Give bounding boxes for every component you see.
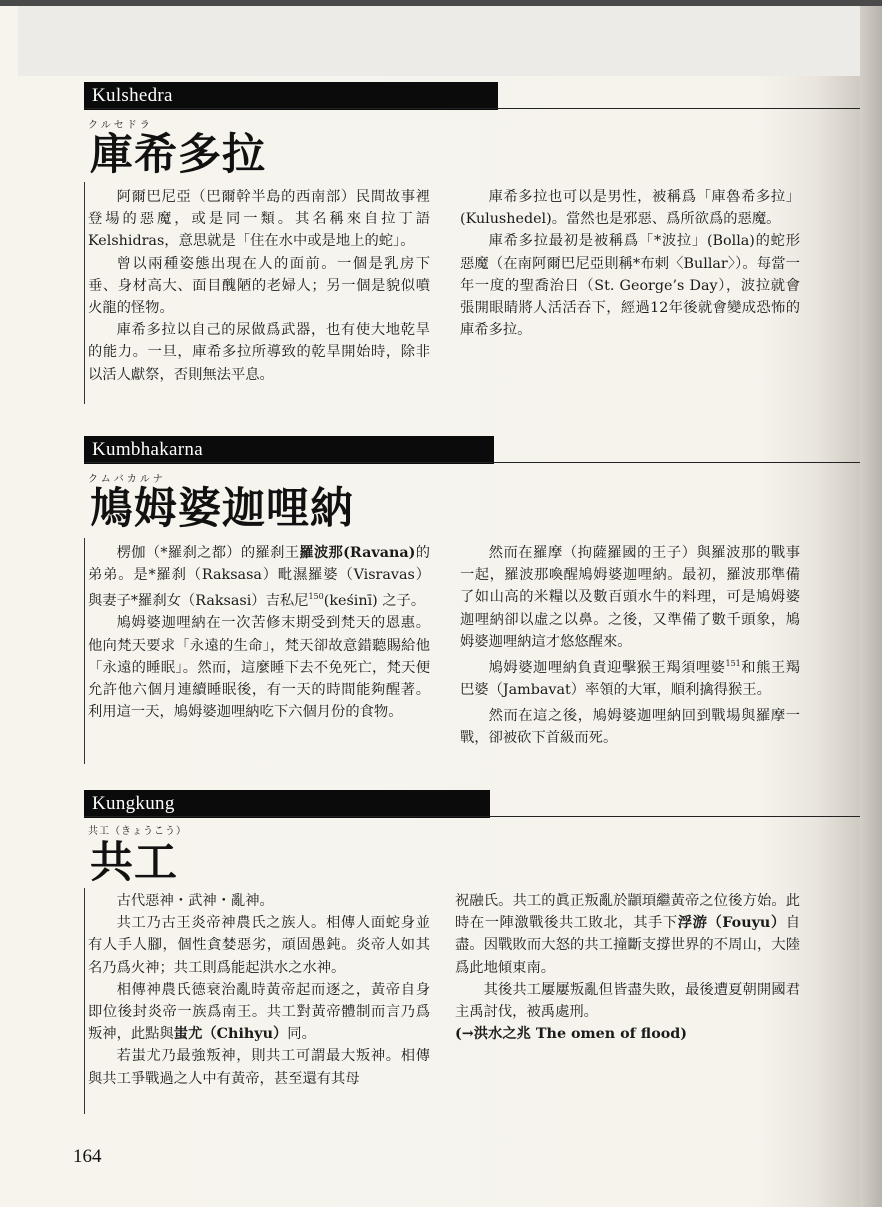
- paragraph: 鳩姆婆迦哩納在一次苦修末期受到梵天的恩惠。他向梵天要求「永遠的生命」，梵天卻故意錯聽賜給他「永遠的睡眠」。然而，這麼睡下去不免死亡，梵天便允許他六個月連續睡眠後，有一天的時間能夠醒著。利用這一天，鳩姆婆迦哩納吃下六個月份的食物。: [88, 615, 430, 721]
- paragraph: 共工乃古王炎帝神農氏之族人。相傳人面蛇身並有人手人腳，個性貪婪惡劣，頑固愚鈍。炎帝人如其名乃爲火神；共工則爲能起洪水之水神。: [88, 915, 430, 976]
- column-rule: [84, 182, 85, 404]
- text-run: 楞伽（*羅刹之都）的羅刹王: [116, 545, 300, 561]
- paragraph: 阿爾巴尼亞（巴爾幹半島的西南部）民間故事裡登場的惡魔，或是同一類。其名稱來自拉丁語Kelshidras，意思就是「住在水中或是地上的蛇」。: [88, 189, 430, 250]
- paragraph: [88, 542, 430, 612]
- entry-title: 鳩姆婆迦哩納: [90, 484, 354, 534]
- column-rule: [84, 888, 85, 1114]
- entry-right-column: [460, 542, 800, 750]
- cross-reference: (→洪水之兆 The omen of flood): [455, 1026, 688, 1043]
- bold-term-latin: (Ravana): [343, 545, 416, 561]
- page-number: 164: [73, 1146, 102, 1167]
- entry-right-column: [455, 890, 800, 1045]
- entry-left-column: [88, 542, 430, 723]
- text-run: 鳩姆婆迦哩納負責迎擊猴王羯須哩婆: [488, 659, 726, 676]
- paragraph: 然而在羅摩（拘薩羅國的王子）與羅波那的戰事一起，羅波那喚醒鳩姆婆迦哩納。最初，羅波那準備了如山高的米糧以及數百頭水牛的料理，可是鳩姆婆迦哩納卻以虛之以鼻。之後，又準備了數千頭象，鳩姆婆迦哩納這才悠悠醒來。: [460, 545, 800, 650]
- paragraph: [455, 890, 800, 979]
- paragraph: [88, 979, 430, 1046]
- entry-reading: クムバカルナ: [88, 474, 166, 485]
- entry-rule: [84, 108, 860, 109]
- page-gutter-shadow: [860, 6, 882, 1207]
- text-run: 同。: [287, 1026, 316, 1043]
- paragraph: 古代惡神・武神・亂神。: [116, 893, 274, 909]
- page-top-strip: [18, 6, 860, 76]
- text-run: (keśinī) 之子。: [323, 593, 426, 610]
- paragraph: 庫希多拉也可以是男性，被稱爲「庫魯希多拉」(Kulushedel)。當然也是邪惡、爲所欲爲的惡魔。: [460, 189, 800, 228]
- entry-left-column: [88, 186, 430, 386]
- entry-latin-name: Kulshedra: [84, 82, 498, 110]
- paragraph: 然而在這之後，鳩姆婆迦哩納回到戰場與羅摩一戰，卻被砍下首級而死。: [460, 708, 800, 747]
- paragraph: 庫希多拉以自己的尿做爲武器，也有使大地乾旱的能力。一旦，庫希多拉所導致的乾旱開始時，除非以活人獻祭，否則無法平息。: [88, 322, 430, 383]
- paragraph: 若蚩尤乃最強叛神，則共工可謂最大叛神。相傳與共工爭戰過之人中有黃帝，甚至還有其母: [88, 1048, 430, 1087]
- paragraph: 其後共工屢屢叛亂但皆盡失敗，最後遭夏朝開國君主禹討伐，被禹處刑。: [455, 981, 800, 1021]
- entry-right-column: [460, 186, 800, 341]
- bold-term: 羅波那: [299, 545, 344, 561]
- paragraph: 曾以兩種姿態出現在人的面前。一個是乳房下垂、身材高大、面目醜陋的老婦人；另一個是貌似噴火龍的怪物。: [88, 255, 430, 317]
- entry-latin-name: Kungkung: [84, 790, 490, 818]
- entry-title: 庫希多拉: [90, 130, 266, 180]
- text-run: 相傳神農氏德衰治亂時黃帝起而逐之，黃帝自身即位後封炎帝一族爲南王。共工對黃帝體制而言乃爲叛神，此點與: [88, 981, 430, 1043]
- text-run: 自盡。因戰敗而大怒的共工撞斷支撐世界的不周山，大陸爲此地傾東南。: [455, 915, 800, 976]
- entry-rule: [84, 816, 860, 817]
- entry-title: 共工: [90, 838, 178, 888]
- entry-reading: クルセドラ: [88, 120, 153, 131]
- footnote-mark: 150: [308, 592, 324, 602]
- entry-left-column: [88, 890, 430, 1090]
- entry-latin-name: Kumbhakarna: [84, 436, 494, 464]
- text-run: 祝融氏。共工的眞正叛亂於顓頊繼黃帝之位後方始。此時在一陣激戰後共工敗北，其手下: [455, 893, 800, 932]
- footnote-mark: 151: [725, 659, 741, 669]
- entry-reading: 共工（きょうこう）: [88, 826, 187, 837]
- paragraph: [460, 653, 800, 701]
- paragraph: 庫希多拉最初是被稱爲「*波拉」(Bolla)的蛇形惡魔（在南阿爾巴尼亞則稱*布剌〈Bullar〉）。每當一年一度的聖喬治日（St. George’s Day），波拉就會張開眼睛將人活活吞下，經過12年後就會變成恐怖的庫希多拉。: [460, 233, 800, 339]
- bold-term: 蚩尤（Chihyu）: [173, 1026, 288, 1043]
- text-run: 和熊王羯巴婆（Jambavat）率領的大軍，順利擒得猴王。: [460, 659, 801, 698]
- bold-term: 浮游（Fouyu）: [677, 915, 786, 932]
- text-run: 的弟弟。是*羅刹（Raksasa）毗濕羅婆（Visravas）與妻子*羅刹女（Raksasi）吉私尼: [88, 545, 431, 610]
- entry-rule: [84, 462, 860, 463]
- column-rule: [84, 538, 85, 764]
